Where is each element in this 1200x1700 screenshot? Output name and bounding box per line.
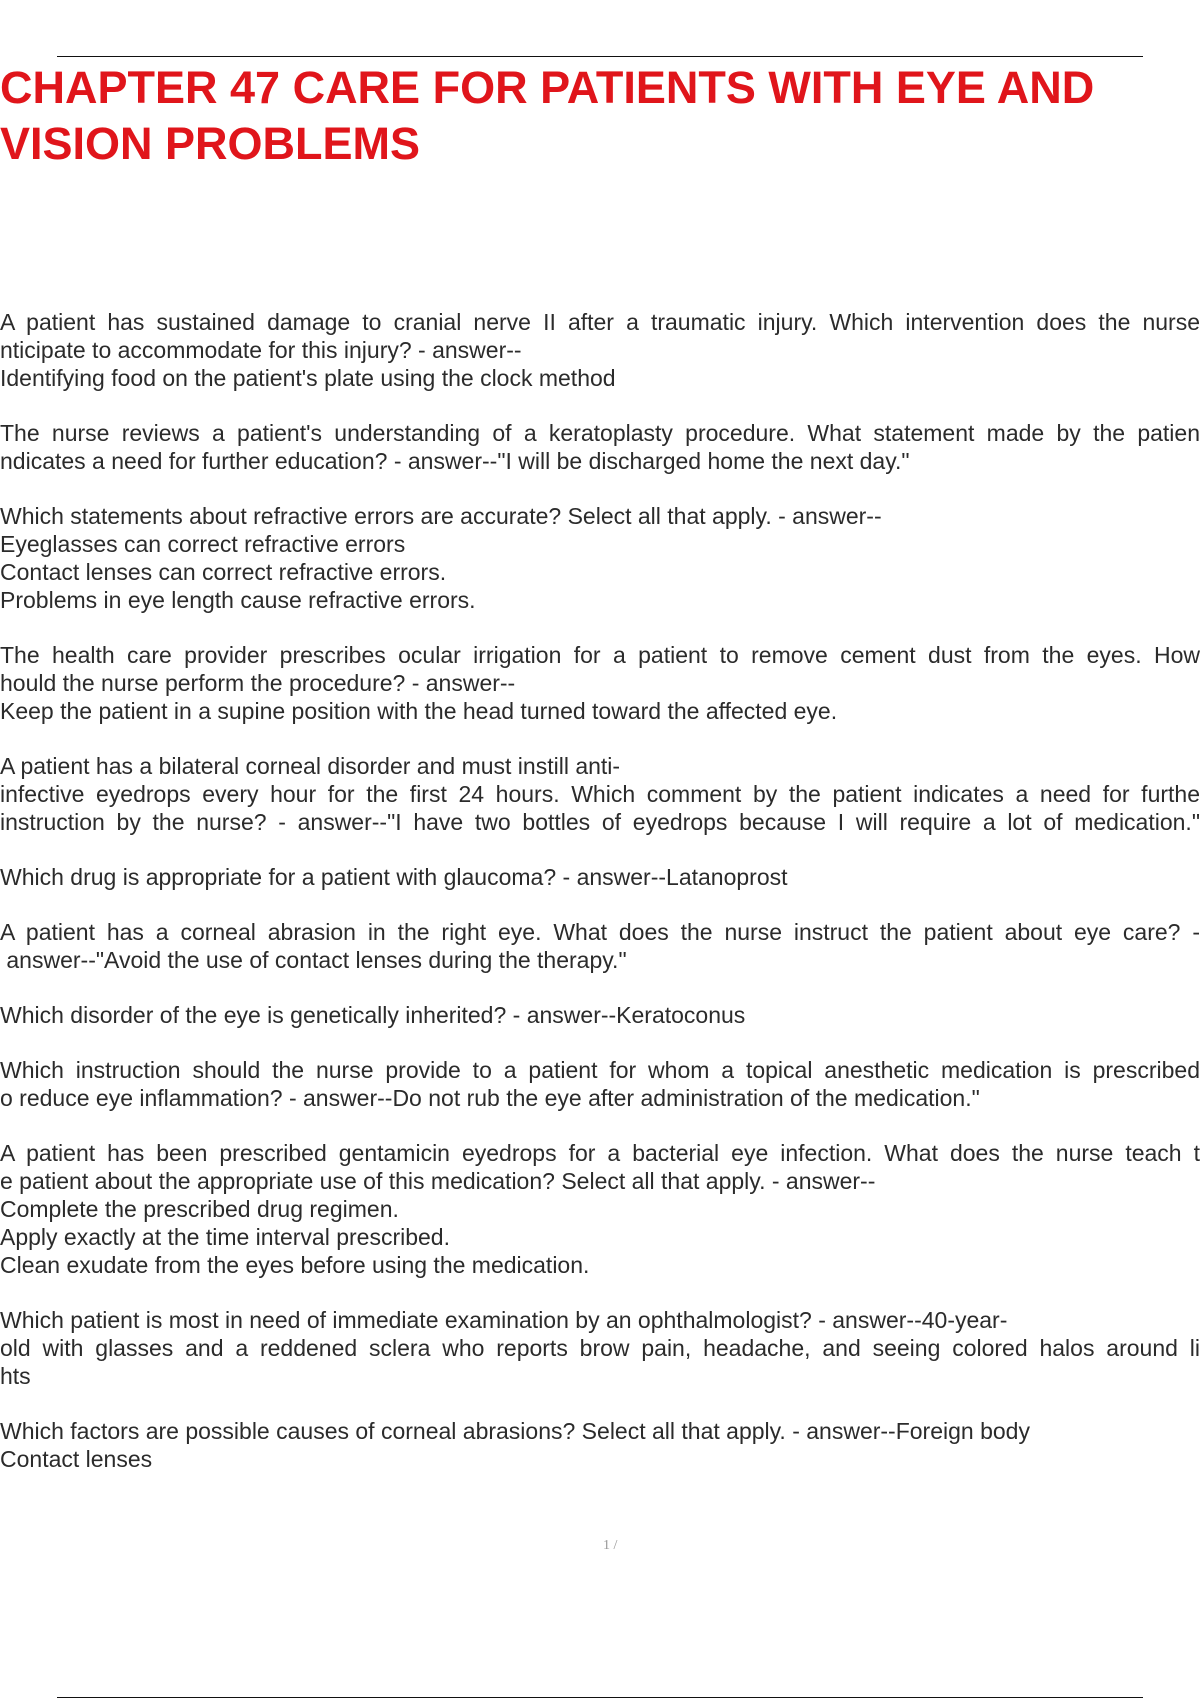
qa-line: answer--"Avoid the use of contact lenses during the therapy." bbox=[0, 947, 627, 973]
top-rule bbox=[57, 56, 1143, 57]
qa-block-11 bbox=[0, 1306, 1200, 1390]
qa-line: Which factors are possible causes of corneal abrasions? Select all that apply. - answer--Foreign body bbox=[0, 1418, 1030, 1444]
chapter-title-line-1: CHAPTER 47 CARE FOR PATIENTS WITH EYE AND bbox=[0, 62, 1095, 113]
qa-line: Eyeglasses can correct refractive errors bbox=[0, 531, 406, 557]
qa-line: o reduce eye inflammation? - answer--Do not rub the eye after administration of the medication." bbox=[0, 1085, 980, 1111]
chapter-title bbox=[0, 60, 1198, 172]
qa-line: hts bbox=[0, 1363, 31, 1389]
qa-list bbox=[0, 308, 1200, 1500]
qa-line: infective eyedrops every hour for the first 24 hours. Which comment by the patient indicates a need for furthe bbox=[0, 781, 1200, 807]
qa-block-12 bbox=[0, 1417, 1200, 1473]
qa-block-6 bbox=[0, 863, 1200, 891]
qa-line: Keep the patient in a supine position with the head turned toward the affected eye. bbox=[0, 698, 838, 724]
qa-line: Clean exudate from the eyes before using the medication. bbox=[0, 1252, 590, 1278]
qa-line: The health care provider prescribes ocular irrigation for a patient to remove cement dust from the eyes. How bbox=[0, 642, 1200, 668]
qa-block-3 bbox=[0, 502, 1200, 614]
qa-line: Which disorder of the eye is genetically inherited? - answer--Keratoconus bbox=[0, 1002, 746, 1028]
qa-line: A patient has sustained damage to cranial nerve II after a traumatic injury. Which intervention does the nurse bbox=[0, 309, 1200, 335]
qa-line: The nurse reviews a patient's understanding of a keratoplasty procedure. What statement made by the patien bbox=[0, 420, 1200, 446]
qa-block-1 bbox=[0, 308, 1200, 392]
qa-line: Problems in eye length cause refractive errors. bbox=[0, 587, 476, 613]
page-number: 1 / bbox=[603, 1538, 618, 1553]
qa-line: Identifying food on the patient's plate using the clock method bbox=[0, 365, 616, 391]
qa-line: A patient has been prescribed gentamicin eyedrops for a bacterial eye infection. What does the nurse teach t bbox=[0, 1140, 1200, 1166]
qa-line: ndicates a need for further education? - answer--"I will be discharged home the next day." bbox=[0, 448, 910, 474]
qa-line: Apply exactly at the time interval prescribed. bbox=[0, 1224, 450, 1250]
qa-line: old with glasses and a reddened sclera who reports brow pain, headache, and seeing colored halos around li bbox=[0, 1335, 1200, 1361]
chapter-title-line-2: VISION PROBLEMS bbox=[0, 118, 421, 169]
qa-block-5 bbox=[0, 752, 1200, 836]
qa-line: Complete the prescribed drug regimen. bbox=[0, 1196, 399, 1222]
qa-line: Which instruction should the nurse provide to a patient for whom a topical anesthetic medication is prescribed bbox=[0, 1057, 1200, 1083]
qa-line: nticipate to accommodate for this injury? - answer-- bbox=[0, 337, 522, 363]
qa-line: Which patient is most in need of immediate examination by an ophthalmologist? - answer--40-year- bbox=[0, 1307, 1008, 1333]
qa-line: A patient has a corneal abrasion in the right eye. What does the nurse instruct the patient about eye care? - bbox=[0, 919, 1200, 945]
qa-block-10 bbox=[0, 1139, 1200, 1279]
qa-block-9 bbox=[0, 1056, 1200, 1112]
qa-block-2 bbox=[0, 419, 1200, 475]
qa-line: Which statements about refractive errors are accurate? Select all that apply. - answer-- bbox=[0, 503, 882, 529]
qa-line: e patient about the appropriate use of this medication? Select all that apply. - answer-- bbox=[0, 1168, 876, 1194]
bottom-rule bbox=[57, 1697, 1143, 1698]
qa-line: A patient has a bilateral corneal disorder and must instill anti- bbox=[0, 753, 621, 779]
qa-line: instruction by the nurse? - answer--"I have two bottles of eyedrops because I will require a lot of medication." bbox=[0, 809, 1200, 835]
qa-line: Contact lenses bbox=[0, 1446, 153, 1472]
qa-line: Contact lenses can correct refractive errors. bbox=[0, 559, 447, 585]
qa-block-8 bbox=[0, 1001, 1200, 1029]
qa-line: hould the nurse perform the procedure? - answer-- bbox=[0, 670, 516, 696]
qa-block-4 bbox=[0, 641, 1200, 725]
qa-block-7 bbox=[0, 918, 1200, 974]
qa-line: Which drug is appropriate for a patient with glaucoma? - answer--Latanoprost bbox=[0, 864, 788, 890]
